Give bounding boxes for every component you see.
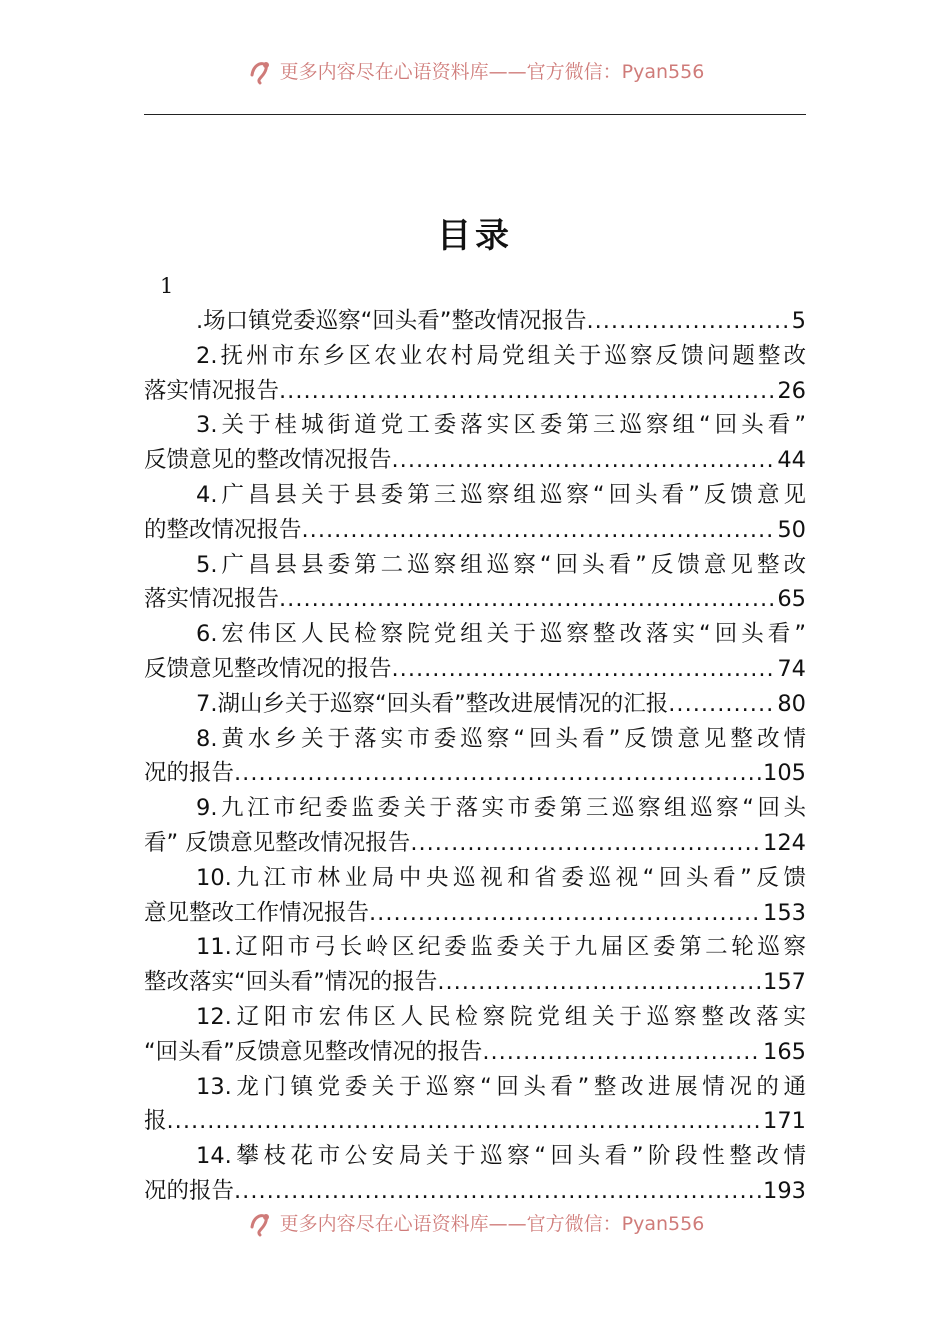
toc-entry[interactable] bbox=[144, 791, 806, 861]
toc-entry[interactable] bbox=[144, 478, 806, 548]
dot-leader bbox=[167, 1104, 762, 1139]
toc-entry-leader-line bbox=[144, 965, 806, 1000]
toc-entry-title-end: 7.湖山乡关于巡察“回头看”整改进展情况的汇报 bbox=[196, 690, 669, 717]
toc-entry[interactable] bbox=[144, 722, 806, 792]
toc-entry-title-line: 14.攀枝花市公安局关于巡察“回头看”阶段性整改情 bbox=[196, 1143, 806, 1170]
toc-entry-leader-line bbox=[144, 1104, 806, 1139]
toc-entry-title-line: 5.广昌县县委第二巡察组巡察“回头看”反馈意见整改 bbox=[196, 551, 806, 578]
toc-entry-leader-line bbox=[144, 1035, 806, 1070]
logo-icon bbox=[246, 55, 276, 85]
toc-entry[interactable] bbox=[144, 861, 806, 931]
toc-page-number: 5 bbox=[791, 308, 806, 334]
toc-entry-title-end: 报 bbox=[144, 1108, 167, 1135]
dot-leader bbox=[234, 756, 761, 791]
logo-icon bbox=[246, 1207, 276, 1237]
toc-entry-title-end: 意见整改工作情况报告 bbox=[144, 899, 370, 926]
dot-leader bbox=[437, 965, 761, 1000]
toc-entry-leader-line bbox=[144, 304, 806, 339]
toc-entry-title-line: 2.抚州市东乡区农业农村局党组关于巡察反馈问题整改 bbox=[196, 342, 806, 369]
toc-entry-title-line: 11.辽阳市弓长岭区纪委监委关于九届区委第二轮巡察 bbox=[196, 934, 806, 961]
toc-entry-title-end: 的整改情况报告 bbox=[144, 516, 302, 543]
toc-entry-title-end: 反馈意见整改情况的报告 bbox=[144, 655, 392, 682]
top-number: 1 bbox=[160, 274, 174, 298]
toc-entry-title-end: 整改落实“回头看”情况的报告 bbox=[144, 969, 438, 996]
toc-entry-leader-line bbox=[144, 896, 806, 931]
dot-leader bbox=[668, 687, 775, 722]
toc-page-number: 80 bbox=[777, 690, 806, 717]
toc-entry-title-end: “回头看”反馈意见整改情况的报告 bbox=[144, 1038, 483, 1065]
page-title: 目录 bbox=[437, 216, 513, 256]
watermark-text: 更多内容尽在心语资料库——官方微信：Pyan556 bbox=[279, 60, 705, 83]
dot-leader bbox=[586, 304, 789, 339]
toc-entry-title-end: 看” 反馈意见整改情况报告 bbox=[144, 829, 411, 856]
toc-page-number: 157 bbox=[763, 969, 806, 996]
toc-entry[interactable] bbox=[144, 617, 806, 687]
dot-leader bbox=[369, 896, 761, 931]
toc-entry[interactable] bbox=[144, 1139, 806, 1209]
table-of-contents bbox=[144, 304, 806, 1209]
dot-leader bbox=[279, 582, 775, 617]
toc-entry-leader-line bbox=[144, 513, 806, 548]
watermark-header bbox=[0, 52, 950, 88]
toc-page-number: 193 bbox=[763, 1177, 806, 1204]
toc-entry-title-line: 6.宏伟区人民检察院党组关于巡察整改落实“回头看” bbox=[196, 621, 806, 648]
toc-entry-leader-line bbox=[144, 756, 806, 791]
toc-page-number: 50 bbox=[777, 516, 806, 543]
toc-page-number: 171 bbox=[763, 1108, 806, 1135]
watermark-text: 更多内容尽在心语资料库——官方微信：Pyan556 bbox=[279, 1212, 705, 1235]
toc-entry-title-line: 13.龙门镇党委关于巡察“回头看”整改进展情况的通 bbox=[196, 1073, 806, 1100]
toc-entry[interactable] bbox=[144, 1000, 806, 1070]
toc-entry-leader-line bbox=[144, 652, 806, 687]
toc-entry[interactable] bbox=[144, 687, 806, 722]
toc-entry-title-line: 8.黄水乡关于落实市委巡察“回头看”反馈意见整改情 bbox=[196, 725, 806, 752]
toc-entry-title-line: 10.九江市林业局中央巡视和省委巡视“回头看”反馈 bbox=[196, 864, 806, 891]
toc-entry-leader-line bbox=[144, 374, 806, 409]
toc-page-number: 153 bbox=[763, 899, 806, 926]
toc-entry-title-line: 3.关于桂城街道党工委落实区委第三巡察组“回头看” bbox=[196, 412, 806, 439]
toc-entry-title-end: .场口镇党委巡察“回头看”整改情况报告 bbox=[196, 308, 587, 334]
toc-entry[interactable] bbox=[144, 339, 806, 409]
toc-page-number: 165 bbox=[763, 1038, 806, 1065]
toc-entry[interactable] bbox=[144, 408, 806, 478]
watermark-footer bbox=[0, 1204, 950, 1240]
dot-leader bbox=[392, 443, 776, 478]
toc-entry[interactable] bbox=[144, 930, 806, 1000]
toc-page-number: 105 bbox=[763, 760, 806, 787]
toc-page-number: 44 bbox=[777, 447, 806, 474]
dot-leader bbox=[302, 513, 776, 548]
toc-entry-leader-line bbox=[144, 687, 806, 722]
toc-entry[interactable] bbox=[144, 1070, 806, 1140]
toc-entry-title-line: 4.广昌县关于县委第三巡察组巡察“回头看”反馈意见 bbox=[196, 481, 806, 508]
dot-leader bbox=[392, 652, 776, 687]
dot-leader bbox=[482, 1035, 761, 1070]
toc-entry-title-line: 9.九江市纪委监委关于落实市委第三巡察组巡察“回头 bbox=[196, 795, 806, 822]
toc-entry-title-end: 落实情况报告 bbox=[144, 586, 280, 613]
toc-entry-leader-line bbox=[144, 443, 806, 478]
toc-page-number: 74 bbox=[777, 655, 806, 682]
toc-entry-leader-line bbox=[144, 582, 806, 617]
toc-entry-title-end: 况的报告 bbox=[144, 760, 235, 787]
header-rule bbox=[144, 114, 806, 115]
dot-leader bbox=[279, 374, 775, 409]
toc-entry[interactable] bbox=[144, 548, 806, 618]
toc-page-number: 26 bbox=[777, 377, 806, 404]
toc-entry-title-end: 况的报告 bbox=[144, 1177, 235, 1204]
toc-page-number: 124 bbox=[763, 829, 806, 856]
toc-page-number: 65 bbox=[777, 586, 806, 613]
toc-entry-title-end: 反馈意见的整改情况报告 bbox=[144, 447, 392, 474]
toc-entry-title-line: 12.辽阳市宏伟区人民检察院党组关于巡察整改落实 bbox=[196, 1003, 806, 1030]
toc-entry[interactable] bbox=[144, 304, 806, 339]
toc-entry-leader-line bbox=[144, 826, 806, 861]
toc-entry-title-end: 落实情况报告 bbox=[144, 377, 280, 404]
dot-leader bbox=[410, 826, 761, 861]
